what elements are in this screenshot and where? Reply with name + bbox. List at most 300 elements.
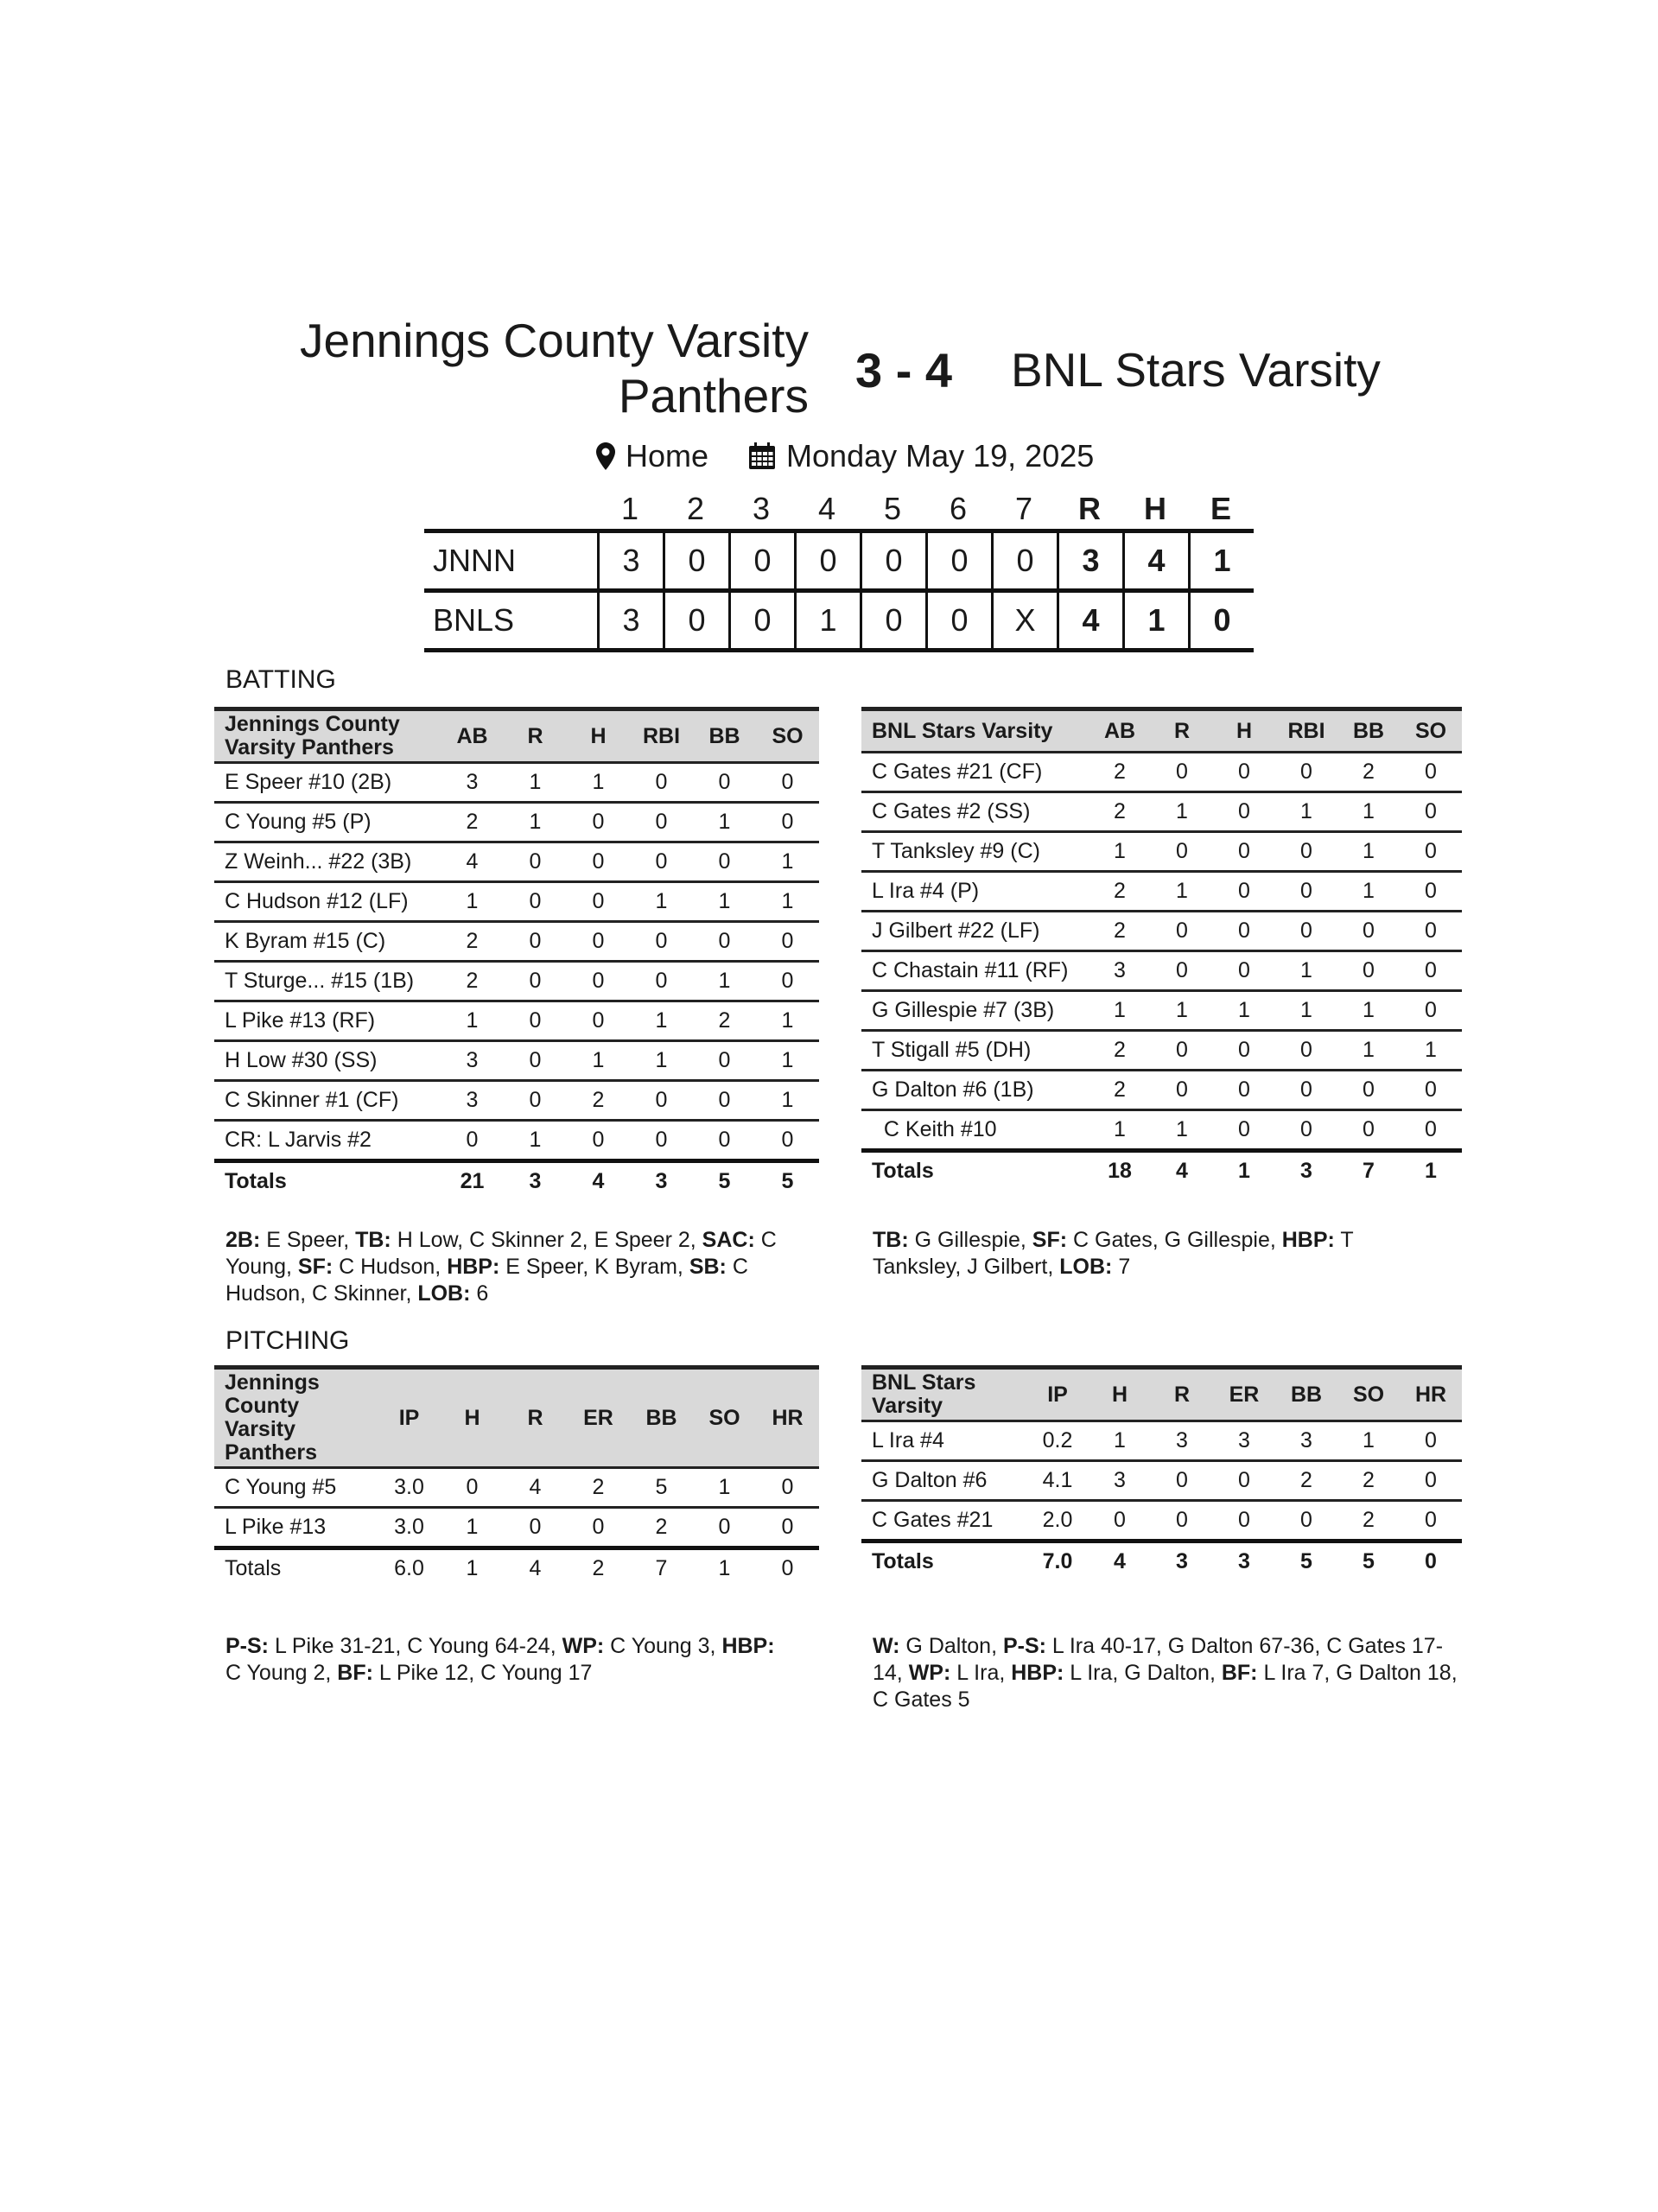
totals-row: [861, 1539, 1462, 1580]
note-text: T Tanksley, J Gilbert,: [873, 1228, 1354, 1279]
stat-cell: 0: [1363, 1077, 1375, 1102]
table-header-row: [214, 1365, 819, 1469]
player-name: G Dalton #6 (1B): [872, 1077, 1034, 1102]
stat-cell: 1: [466, 1515, 479, 1539]
player-name: T Stigall #5 (DH): [872, 1038, 1032, 1062]
stat-cell: 0: [781, 1515, 794, 1539]
player-name: H Low #30 (SS): [225, 1048, 378, 1072]
stat-cell: 2: [1114, 760, 1126, 784]
stat-cell: 0: [592, 810, 605, 834]
table-row: [861, 1422, 1462, 1462]
table-row: [861, 1462, 1462, 1502]
stat-cell: 1: [1300, 799, 1312, 823]
stat-cell: 0: [655, 969, 668, 993]
column-header: H: [1111, 1382, 1128, 1407]
stat-cell: 2: [1114, 918, 1126, 943]
stat-cell: 0: [781, 810, 794, 834]
note-text: L Ira, G Dalton,: [1064, 1661, 1222, 1685]
table-row: [861, 952, 1462, 992]
linescore-team: BNLS: [433, 602, 515, 638]
stat-cell: 0: [1300, 1038, 1312, 1062]
player-name: J Gilbert #22 (LF): [872, 918, 1040, 943]
stat-cell: 0: [466, 1475, 479, 1499]
note-text: C Gates, G Gillespie,: [1067, 1228, 1282, 1252]
table-row: [214, 923, 819, 963]
player-name: T Tanksley #9 (C): [872, 839, 1040, 863]
batting-notes-away: [873, 1227, 1443, 1281]
stat-cell: 0: [655, 929, 668, 953]
stat-cell: 0: [1425, 1428, 1437, 1452]
stat-cell: 0: [592, 849, 605, 874]
stat-cell: 0: [1425, 998, 1437, 1022]
stat-cell: 0: [592, 1128, 605, 1152]
totals-cell: 1: [718, 1556, 731, 1580]
inning-header: H: [1144, 491, 1166, 526]
totals-cell: 4: [1114, 1549, 1126, 1573]
note-text: 6: [470, 1281, 489, 1306]
linescore-cell: 4: [1122, 533, 1188, 588]
totals-cell: 0: [781, 1556, 794, 1580]
column-header: AB: [1103, 718, 1136, 743]
stat-cell: 3: [1300, 1428, 1312, 1452]
totals-cell: 3: [529, 1169, 542, 1193]
stat-cell: 3: [466, 1048, 479, 1072]
column-header: BB: [708, 723, 740, 748]
stat-cell: 0: [781, 1475, 794, 1499]
player-name: L Ira #4: [872, 1428, 944, 1452]
stat-cell: 1: [529, 1128, 542, 1152]
stat-cell: 1: [781, 1008, 794, 1033]
stat-cell: 0: [592, 929, 605, 953]
stat-cell: 5: [655, 1475, 668, 1499]
column-header: BB: [1290, 1382, 1323, 1407]
inning-header: 2: [686, 491, 705, 526]
inning-header: E: [1210, 491, 1231, 526]
stat-cell: 2: [1363, 1508, 1375, 1532]
stat-cell: 0: [529, 969, 542, 993]
table-header-row: [214, 707, 819, 764]
pitching-notes-home: [226, 1633, 796, 1687]
stat-cell: 1: [529, 770, 542, 794]
calendar-icon: [748, 442, 776, 470]
column-header: R: [527, 1405, 543, 1430]
stat-cell: 3: [1114, 958, 1126, 982]
player-name: C Keith #10: [872, 1117, 997, 1141]
stat-cell: 1: [655, 1048, 668, 1072]
note-label: BF:: [337, 1661, 373, 1685]
stat-cell: 3: [466, 1088, 479, 1112]
totals-label: Totals: [872, 1159, 934, 1183]
linescore-cell: 0: [663, 533, 728, 588]
pitching-table-away: [861, 1365, 1462, 1580]
away-team-title: BNL Stars Varsity: [1011, 343, 1381, 397]
stat-cell: 0: [1425, 1117, 1437, 1141]
stat-cell: 1: [1363, 998, 1375, 1022]
player-name: L Pike #13 (RF): [225, 1008, 376, 1033]
stat-cell: 1: [1425, 1038, 1437, 1062]
note-label: HBP:: [447, 1255, 500, 1279]
stat-cell: 1: [781, 889, 794, 913]
stat-cell: 0: [718, 1048, 731, 1072]
batting-table-home: [214, 707, 819, 1200]
batting-section-title: BATTING: [226, 665, 336, 694]
note-label: SAC:: [702, 1228, 755, 1252]
note-label: TB:: [873, 1228, 909, 1252]
stat-cell: 0: [718, 1128, 731, 1152]
player-name: G Dalton #6: [872, 1468, 988, 1492]
table-team-header: BNL Stars Varsity: [872, 718, 1053, 743]
final-score: 3 - 4: [855, 343, 953, 397]
player-name: C Young #5 (P): [225, 810, 372, 834]
stat-cell: 0: [1238, 1468, 1250, 1492]
stat-cell: 0: [718, 770, 731, 794]
stat-cell: 0: [1425, 1468, 1437, 1492]
inning-header: 7: [1014, 491, 1033, 526]
stat-cell: 0: [781, 969, 794, 993]
stat-cell: 1: [466, 1008, 479, 1033]
pitching-section-title: PITCHING: [226, 1326, 350, 1355]
pitching-table-home: [214, 1365, 819, 1587]
table-row: [214, 1002, 819, 1042]
stat-cell: 1: [466, 889, 479, 913]
pitching-notes-away: [873, 1633, 1469, 1713]
inning-header: 5: [883, 491, 902, 526]
inning-header: 4: [817, 491, 836, 526]
table-row: [214, 1509, 819, 1546]
note-text: C Hudson, C Skinner,: [226, 1255, 748, 1306]
stat-cell: 0: [1238, 799, 1250, 823]
stat-cell: 1: [592, 770, 605, 794]
totals-cell: 5: [781, 1169, 794, 1193]
inning-header: 1: [620, 491, 639, 526]
stat-cell: 0: [1425, 1077, 1437, 1102]
stat-cell: 0: [1176, 958, 1188, 982]
stat-cell: 1: [1114, 998, 1126, 1022]
note-label: P-S:: [1002, 1634, 1046, 1658]
totals-label: Totals: [225, 1169, 287, 1193]
stat-cell: 1: [1363, 1428, 1375, 1452]
table-row: [214, 963, 819, 1002]
stat-cell: 0: [655, 1088, 668, 1112]
table-row: [214, 1469, 819, 1509]
linescore-cell: 4: [1057, 593, 1122, 648]
note-label: P-S:: [226, 1634, 269, 1658]
inning-header: 3: [752, 491, 771, 526]
table-header-row: [861, 1365, 1462, 1422]
home-team-title: Jennings County Varsity Panthers: [300, 314, 809, 423]
stat-cell: 0: [529, 1515, 542, 1539]
player-name: C Gates #21 (CF): [872, 760, 1043, 784]
table-team-header: Jennings County Varsity Panthers: [225, 712, 400, 760]
stat-cell: 0: [781, 1128, 794, 1152]
stat-cell: 1: [718, 810, 731, 834]
note-label: HBP:: [1281, 1228, 1335, 1252]
stat-cell: 0: [655, 810, 668, 834]
stat-cell: 0: [718, 929, 731, 953]
column-header: HR: [772, 1405, 804, 1430]
stat-cell: 2: [1363, 760, 1375, 784]
stat-cell: 0: [1300, 1077, 1312, 1102]
stat-cell: 0: [718, 849, 731, 874]
stat-cell: 2: [1114, 879, 1126, 903]
stat-cell: 0: [1238, 918, 1250, 943]
stat-cell: 0: [1238, 958, 1250, 982]
stat-cell: 1: [1238, 998, 1250, 1022]
stat-cell: 0: [529, 1048, 542, 1072]
table-row: [214, 1122, 819, 1159]
stat-cell: 0: [1114, 1508, 1126, 1532]
note-label: LOB:: [417, 1281, 471, 1306]
note-text: 7: [1112, 1255, 1131, 1279]
note-text: C Young 3,: [604, 1634, 722, 1658]
column-header: H: [1236, 718, 1253, 743]
stat-cell: 0: [1425, 958, 1437, 982]
linescore-cell: 0: [860, 533, 925, 588]
table-row: [861, 793, 1462, 833]
stat-cell: 2: [1114, 1077, 1126, 1102]
column-header: BB: [1352, 718, 1385, 743]
batting-table-away: [861, 707, 1462, 1190]
player-name: K Byram #15 (C): [225, 929, 386, 953]
stat-cell: 3: [1238, 1428, 1250, 1452]
stat-cell: 1: [1114, 1428, 1126, 1452]
stat-cell: 1: [1363, 839, 1375, 863]
table-row: [214, 883, 819, 923]
linescore-cell: 0: [728, 593, 794, 648]
stat-cell: 0: [1238, 760, 1250, 784]
stat-cell: 0: [592, 969, 605, 993]
note-label: HBP:: [721, 1634, 775, 1658]
stat-cell: 2: [1300, 1468, 1312, 1492]
batting-notes-home: [226, 1227, 822, 1307]
totals-row: [861, 1148, 1462, 1190]
totals-label: Totals: [872, 1549, 934, 1573]
totals-label: Totals: [225, 1556, 282, 1580]
stat-cell: 2: [592, 1475, 605, 1499]
stat-cell: 1: [718, 969, 731, 993]
game-meta: [596, 438, 1094, 474]
table-row: [861, 753, 1462, 793]
table-row: [214, 843, 819, 883]
stat-cell: 0: [1238, 1117, 1250, 1141]
totals-cell: 5: [718, 1169, 731, 1193]
totals-row: [214, 1546, 819, 1587]
stat-cell: 4: [466, 849, 479, 874]
table-row: [214, 1082, 819, 1122]
stat-cell: 0: [1238, 839, 1250, 863]
inning-header: 6: [949, 491, 968, 526]
table-row: [861, 912, 1462, 952]
stat-cell: 0: [1300, 760, 1312, 784]
note-text: L Pike 31-21, C Young 64-24,: [269, 1634, 562, 1658]
stat-cell: 0: [529, 1088, 542, 1112]
linescore-row: [424, 588, 1254, 652]
stat-cell: 0: [1238, 1038, 1250, 1062]
column-header: R: [527, 723, 543, 748]
stat-cell: 0: [1300, 879, 1312, 903]
stat-cell: 2: [466, 969, 479, 993]
column-header: SO: [708, 1405, 740, 1430]
table-row: [861, 833, 1462, 873]
linescore-cell: X: [991, 593, 1057, 648]
linescore-cell: 0: [794, 533, 860, 588]
column-header: R: [1173, 718, 1191, 743]
player-name: C Chastain #11 (RF): [872, 958, 1069, 982]
stat-cell: 0: [1176, 1077, 1188, 1102]
stat-cell: 2: [1363, 1468, 1375, 1492]
linescore-cell: 0: [925, 593, 991, 648]
stat-cell: 0: [655, 1128, 668, 1152]
stat-cell: 2: [466, 929, 479, 953]
totals-cell: 18: [1108, 1159, 1132, 1183]
totals-cell: 7: [1363, 1159, 1375, 1183]
stat-cell: 1: [718, 889, 731, 913]
column-header: IP: [398, 1405, 420, 1430]
linescore-cell: 1: [1188, 533, 1254, 588]
stat-cell: 1: [1176, 879, 1188, 903]
table-row: [214, 1042, 819, 1082]
note-text: G Gillespie,: [908, 1228, 1032, 1252]
stat-cell: 0: [1176, 760, 1188, 784]
stat-cell: 0: [1238, 1508, 1250, 1532]
note-label: HBP:: [1011, 1661, 1064, 1685]
stat-cell: 1: [1363, 879, 1375, 903]
stat-cell: 1: [529, 810, 542, 834]
stat-cell: 0: [529, 889, 542, 913]
table-row: [861, 992, 1462, 1032]
note-label: SF:: [297, 1255, 334, 1279]
player-name: E Speer #10 (2B): [225, 770, 392, 794]
stat-cell: 0: [1425, 879, 1437, 903]
note-text: C Young,: [226, 1228, 777, 1279]
stat-cell: 1: [655, 1008, 668, 1033]
stat-cell: 0: [718, 1088, 731, 1112]
stat-cell: 1: [655, 889, 668, 913]
linescore-cell: 3: [597, 593, 663, 648]
stat-cell: 0: [1176, 918, 1188, 943]
totals-cell: 1: [1425, 1159, 1437, 1183]
stat-cell: 3: [1176, 1428, 1188, 1452]
stat-cell: 3.0: [394, 1475, 424, 1499]
game-date: Monday May 19, 2025: [786, 438, 1095, 474]
player-name: C Hudson #12 (LF): [225, 889, 409, 913]
stat-cell: 0: [1425, 799, 1437, 823]
linescore-row: [424, 529, 1254, 588]
totals-cell: 0: [1425, 1549, 1437, 1573]
stat-cell: 0: [1176, 1038, 1188, 1062]
note-text: C Young 2,: [226, 1661, 338, 1685]
stat-cell: 0: [1363, 1117, 1375, 1141]
player-name: L Pike #13: [225, 1515, 327, 1539]
linescore-cell: 1: [1122, 593, 1188, 648]
column-header: BB: [645, 1405, 677, 1430]
player-name: C Young #5: [225, 1475, 337, 1499]
linescore-cell: 3: [597, 533, 663, 588]
stat-cell: 0: [1300, 1117, 1312, 1141]
totals-cell: 4: [1176, 1159, 1188, 1183]
stat-cell: 0: [1238, 1077, 1250, 1102]
note-text: L Ira,: [950, 1661, 1012, 1685]
stat-cell: 0: [1300, 918, 1312, 943]
stat-cell: 0: [529, 1008, 542, 1033]
note-label: W:: [873, 1634, 900, 1658]
stat-cell: 1: [1300, 998, 1312, 1022]
player-name: Z Weinh... #22 (3B): [225, 849, 412, 874]
stat-cell: 0: [1300, 1508, 1312, 1532]
stat-cell: 0: [655, 849, 668, 874]
table-row: [861, 1032, 1462, 1071]
stat-cell: 3: [1114, 1468, 1126, 1492]
stat-cell: 2: [1114, 1038, 1126, 1062]
stat-cell: 1: [1300, 958, 1312, 982]
note-label: WP:: [562, 1634, 605, 1658]
column-header: AB: [456, 723, 488, 748]
column-header: H: [590, 723, 607, 748]
table-header-row: [861, 707, 1462, 753]
totals-cell: 3: [1300, 1159, 1312, 1183]
stat-cell: 1: [781, 849, 794, 874]
table-row: [861, 1111, 1462, 1148]
column-header: H: [464, 1405, 480, 1430]
totals-cell: 1: [1238, 1159, 1250, 1183]
player-name: CR: L Jarvis #2: [225, 1128, 372, 1152]
stat-cell: 2: [1114, 799, 1126, 823]
player-name: C Gates #21: [872, 1508, 994, 1532]
stat-cell: 1: [781, 1088, 794, 1112]
stat-cell: 0: [1425, 760, 1437, 784]
stat-cell: 0.2: [1042, 1428, 1073, 1452]
totals-row: [214, 1159, 819, 1200]
linescore-cell: 0: [1188, 593, 1254, 648]
column-header: RBI: [1287, 718, 1325, 743]
totals-cell: 1: [466, 1556, 479, 1580]
stat-cell: 0: [1425, 918, 1437, 943]
linescore-header: [424, 489, 1254, 529]
note-text: L Ira 40-17, G Dalton 67-36, C Gates 17-14,: [873, 1634, 1444, 1685]
totals-cell: 4: [592, 1169, 605, 1193]
totals-cell: 4: [529, 1556, 542, 1580]
note-label: 2B:: [226, 1228, 261, 1252]
totals-cell: 3: [1238, 1549, 1250, 1573]
stat-cell: 2.0: [1042, 1508, 1073, 1532]
table-row: [214, 804, 819, 843]
totals-cell: 5: [1300, 1549, 1312, 1573]
note-text: E Speer,: [260, 1228, 356, 1252]
stat-cell: 1: [1363, 1038, 1375, 1062]
stat-cell: 0: [1300, 839, 1312, 863]
stat-cell: 2: [592, 1088, 605, 1112]
linescore-team-header: [424, 489, 597, 529]
linescore-cell: 0: [860, 593, 925, 648]
note-label: WP:: [908, 1661, 951, 1685]
stat-cell: 0: [781, 929, 794, 953]
note-text: E Speer, K Byram,: [499, 1255, 689, 1279]
stat-cell: 0: [655, 770, 668, 794]
stat-cell: 0: [1363, 958, 1375, 982]
column-header: SO: [1352, 1382, 1385, 1407]
note-label: TB:: [355, 1228, 391, 1252]
linescore-cell: 0: [728, 533, 794, 588]
table-team-header: Jennings County Varsity Panthers: [225, 1370, 320, 1465]
note-label: SB:: [689, 1255, 727, 1279]
player-name: G Gillespie #7 (3B): [872, 998, 1055, 1022]
stat-cell: 1: [1114, 1117, 1126, 1141]
stat-cell: 1: [1176, 799, 1188, 823]
map-pin-icon: [596, 442, 615, 470]
totals-cell: 7: [655, 1556, 668, 1580]
stat-cell: 2: [466, 810, 479, 834]
stat-cell: 0: [466, 1128, 479, 1152]
